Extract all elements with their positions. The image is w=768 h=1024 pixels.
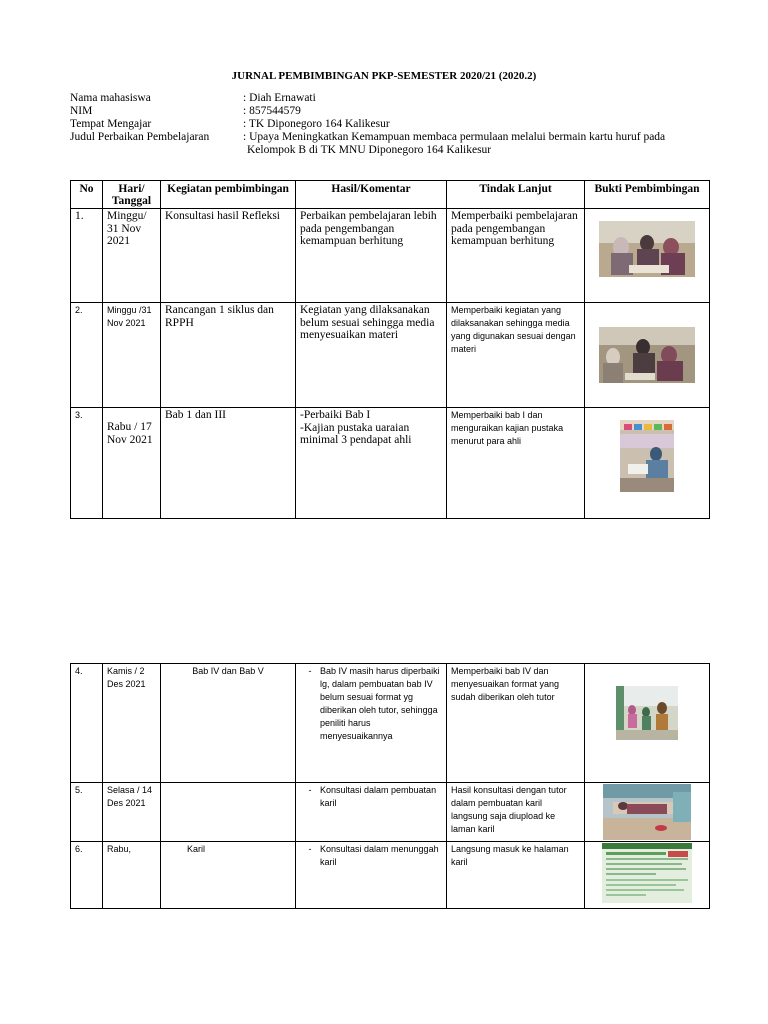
cell-evidence bbox=[585, 783, 710, 842]
info-value: : Diah Ernawati bbox=[243, 92, 316, 104]
header-no: No bbox=[71, 181, 103, 209]
table-row bbox=[71, 408, 710, 519]
cell-evidence bbox=[585, 664, 710, 783]
cell-no: 3. bbox=[71, 408, 103, 519]
cell-followup: Langsung masuk ke halaman karil bbox=[447, 842, 585, 909]
result-text: Konsultasi dalam menunggah karil bbox=[320, 844, 439, 867]
table-header-row bbox=[71, 181, 710, 209]
info-label: Nama mahasiswa bbox=[70, 92, 151, 104]
info-value: : TK Diponegoro 164 Kalikesur bbox=[243, 118, 390, 130]
header-day: Hari/ Tanggal bbox=[103, 181, 161, 209]
cell-activity bbox=[161, 783, 296, 842]
cell-followup: Memperbaiki bab IV dan menyesuaikan format yang sudah diberikan oleh tutor bbox=[447, 664, 585, 783]
cell-result bbox=[296, 664, 447, 783]
header-followup: Tindak Lanjut bbox=[447, 181, 585, 209]
evidence-photo bbox=[599, 221, 695, 277]
info-label: NIM bbox=[70, 105, 93, 117]
info-row-place bbox=[70, 118, 710, 131]
cell-day: Minggu/ 31 Nov 2021 bbox=[103, 209, 161, 303]
evidence-screenshot bbox=[602, 843, 692, 903]
table-row bbox=[71, 842, 710, 909]
info-label: Judul Perbaikan Pembelajaran bbox=[70, 131, 210, 143]
cell-no: 5. bbox=[71, 783, 103, 842]
list-dash: - bbox=[308, 785, 312, 795]
info-row-nim bbox=[70, 105, 710, 118]
cell-followup: Memperbaiki pembelajaran pada pengembangan kemampuan berhitung bbox=[447, 209, 585, 303]
cell-activity: Bab 1 dan III bbox=[161, 408, 296, 519]
cell-no: 4. bbox=[71, 664, 103, 783]
info-value: : 857544579 bbox=[243, 105, 301, 117]
result-text: Bab IV masih harus diperbaiki lg, dalam pembuatan bab IV belum sesuai format yg diberikan oleh tutor, sehingga peniliti harus menyesuaikannya bbox=[320, 666, 440, 741]
cell-day-text: Rabu / 17 Nov 2021 bbox=[107, 421, 153, 446]
table-row bbox=[71, 303, 710, 408]
info-value bbox=[243, 131, 710, 157]
result-line: -Perbaiki Bab I bbox=[300, 409, 371, 421]
list-dash: - bbox=[308, 666, 312, 676]
cell-result bbox=[296, 783, 447, 842]
table-row bbox=[71, 783, 710, 842]
cell-result: Kegiatan yang dilaksanakan belum sesuai sehingga media menyesuaikan materi bbox=[296, 303, 447, 408]
cell-result bbox=[296, 408, 447, 519]
cell-evidence bbox=[585, 303, 710, 408]
cell-day: Kamis / 2 Des 2021 bbox=[103, 664, 161, 783]
result-line: -Kajian pustaka uaraian minimal 3 pendapat ahli bbox=[300, 421, 412, 446]
cell-evidence bbox=[585, 209, 710, 303]
cell-activity: Konsultasi hasil Refleksi bbox=[161, 209, 296, 303]
list-dash: - bbox=[308, 844, 312, 854]
cell-no: 2. bbox=[71, 303, 103, 408]
cell-activity bbox=[161, 842, 296, 909]
cell-result bbox=[296, 842, 447, 909]
cell-activity: Rancangan 1 siklus dan RPPH bbox=[161, 303, 296, 408]
cell-evidence bbox=[585, 408, 710, 519]
cell-followup: Memperbaiki kegiatan yang dilaksanakan sehingga media yang digunakan sesuai dengan materi bbox=[447, 303, 585, 408]
cell-day: Minggu /31 Nov 2021 bbox=[103, 303, 161, 408]
cell-activity: Bab IV dan Bab V bbox=[161, 664, 296, 783]
cell-no: 1. bbox=[71, 209, 103, 303]
evidence-photo bbox=[603, 784, 691, 840]
page-title: JURNAL PEMBIMBINGAN PKP-SEMESTER 2020/21 (2020.2) bbox=[231, 70, 537, 82]
info-row-title bbox=[70, 131, 710, 157]
header-activity: Kegiatan pembimbingan bbox=[161, 181, 296, 209]
journal-table-2 bbox=[70, 663, 710, 909]
cell-day: Selasa / 14 Des 2021 bbox=[103, 783, 161, 842]
info-label: Tempat Mengajar bbox=[70, 118, 152, 130]
cell-followup: Memperbaiki bab I dan menguraikan kajian pustaka menurut para ahli bbox=[447, 408, 585, 519]
table-row bbox=[71, 664, 710, 783]
cell-day bbox=[103, 408, 161, 519]
cell-no: 6. bbox=[71, 842, 103, 909]
header-evidence: Bukti Pembimbingan bbox=[585, 181, 710, 209]
evidence-photo bbox=[599, 327, 695, 383]
table-row bbox=[71, 209, 710, 303]
student-info bbox=[70, 92, 710, 157]
header-result: Hasil/Komentar bbox=[296, 181, 447, 209]
info-value-line2: Kelompok B di TK MNU Diponegoro 164 Kalikesur bbox=[247, 144, 492, 156]
cell-result: Perbaikan pembelajaran lebih pada pengembangan kemampuan berhitung bbox=[296, 209, 447, 303]
result-text: Konsultasi dalam pembuatan karil bbox=[320, 785, 437, 808]
evidence-photo bbox=[620, 420, 674, 492]
journal-table-1 bbox=[70, 180, 710, 519]
evidence-photo bbox=[616, 686, 678, 740]
info-value-line1: : Upaya Meningkatkan Kemampuan membaca permulaan melalui bermain kartu huruf pada bbox=[243, 131, 666, 143]
cell-evidence bbox=[585, 842, 710, 909]
info-row-name bbox=[70, 92, 710, 105]
cell-followup: Hasil konsultasi dengan tutor dalam pembuatan karil langsung saja diupload ke laman karil bbox=[447, 783, 585, 842]
activity-text: Karil bbox=[187, 844, 206, 854]
cell-day: Rabu, bbox=[103, 842, 161, 909]
